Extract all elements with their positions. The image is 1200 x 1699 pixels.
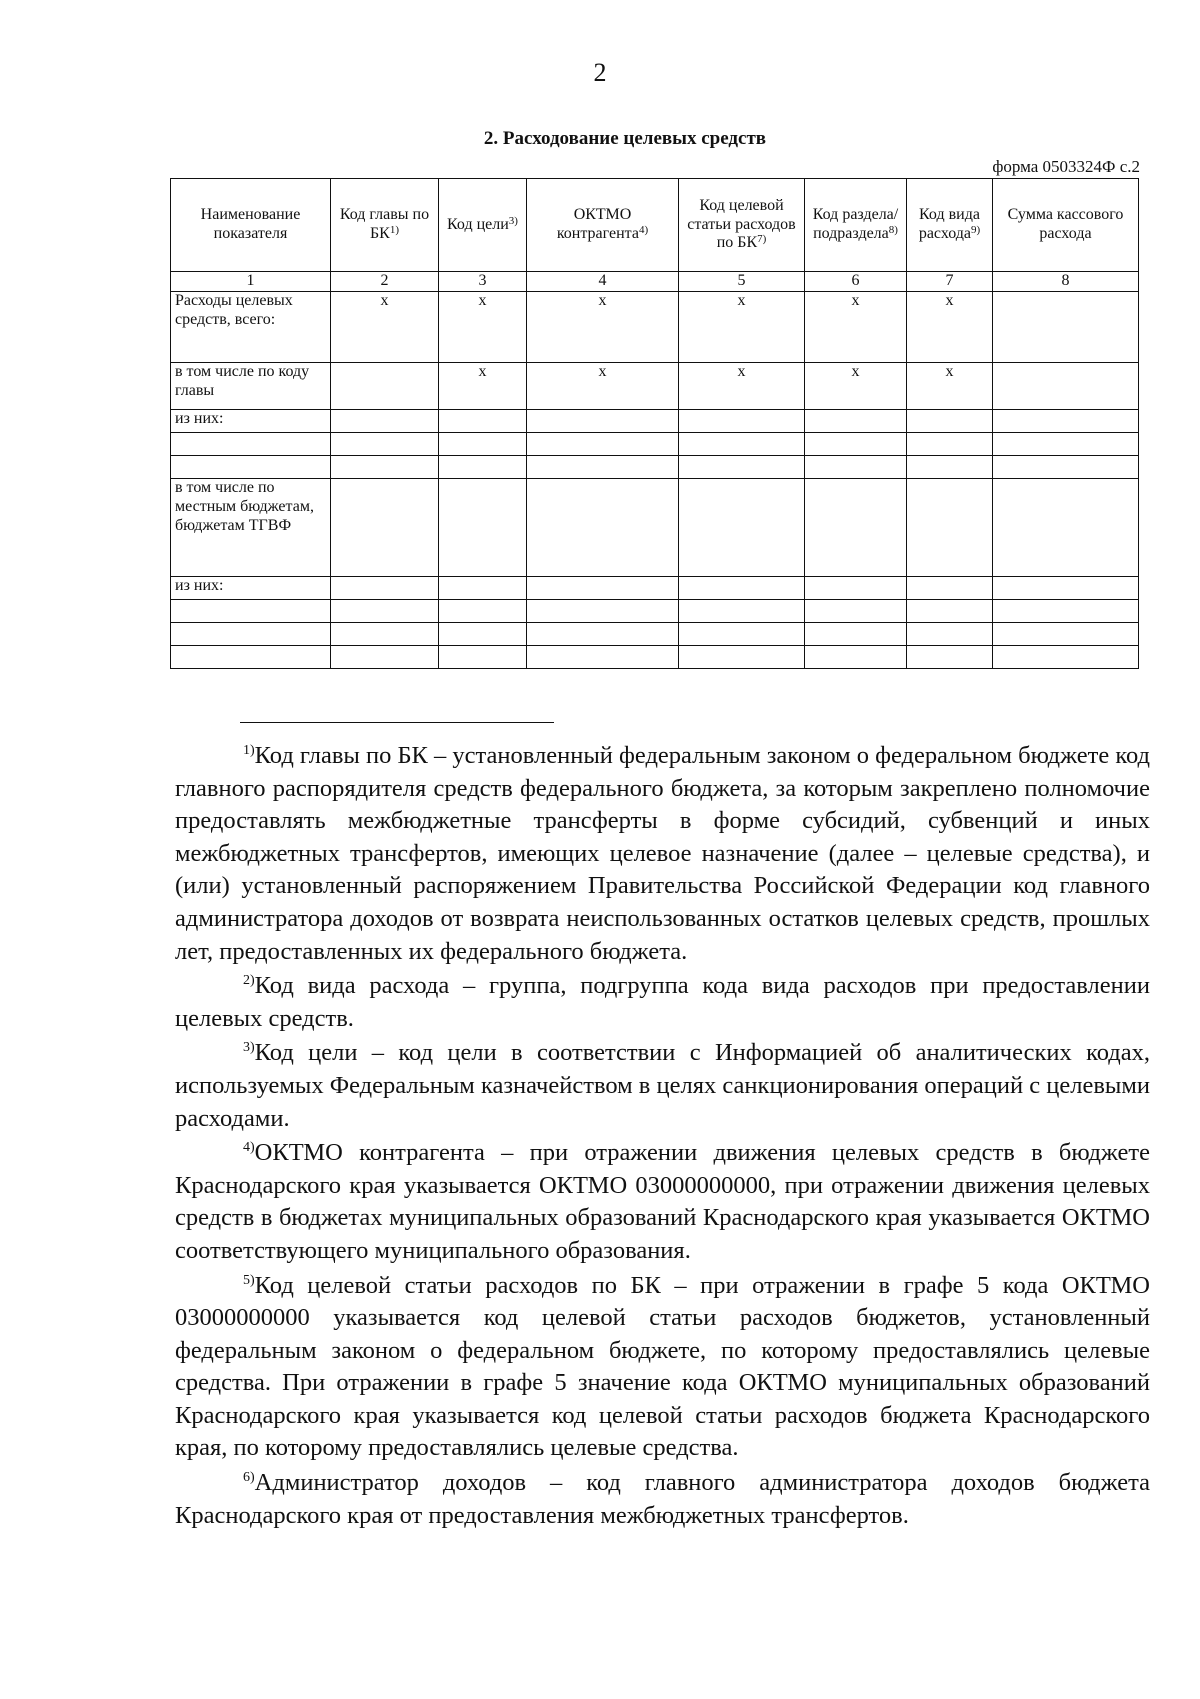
table-cell	[993, 410, 1139, 433]
table-cell	[331, 456, 439, 479]
table-cell	[907, 646, 993, 669]
table-cell	[527, 600, 679, 623]
footnote-mark: 4)	[243, 1140, 255, 1156]
table-cell: x	[805, 292, 907, 363]
table-cell	[527, 410, 679, 433]
table-row	[171, 410, 1139, 433]
column-number: 2	[331, 272, 439, 292]
table-cell	[331, 600, 439, 623]
table-cell	[993, 363, 1139, 410]
table-row	[171, 623, 1139, 646]
table-cell	[679, 646, 805, 669]
row-label: в том числе по коду главы	[171, 363, 331, 410]
row-label: в том числе по местным бюджетам, бюджетам ТГВФ	[171, 479, 331, 577]
table-cell	[527, 456, 679, 479]
table-cell	[907, 623, 993, 646]
row-label	[171, 623, 331, 646]
column-header: Код цели$^{3)}$	[439, 179, 527, 272]
table-row	[171, 433, 1139, 456]
table-cell: x	[527, 363, 679, 410]
table-cell	[527, 577, 679, 600]
table-cell	[679, 410, 805, 433]
table-cell	[439, 623, 527, 646]
table-cell	[439, 479, 527, 577]
table-cell	[907, 456, 993, 479]
column-header: Код вида расхода$^{9)}$	[907, 179, 993, 272]
footnote: $^{1)}$Код главы по БК – установленный федеральным законом о федеральном бюджете код главного распорядителя средств федерального бюджета, за которым закреплено полномочие предоставлять межбюджетные трансферты в форме субсидий, субвенций и иных межбюджетных трансфертов, имеющих целевое назначение (далее – целевые средства), и (или) установленный распоряжением Правительства Российской Федерации код главного администратора доходов от возврата неиспользованных остатков целевых средств, прошлых лет, предоставленных их федерального бюджета.	[175, 742, 1150, 965]
table-cell	[993, 292, 1139, 363]
footnote: $^{3)}$Код цели – код цели в соответствии с Информацией об аналитических кодах, используемых Федеральным казначейством в целях санкционирования операций с целевыми расходами.	[175, 1039, 1150, 1132]
table-cell	[331, 433, 439, 456]
table-row	[171, 479, 1139, 577]
table-cell	[993, 577, 1139, 600]
table-cell	[993, 646, 1139, 669]
table-cell	[439, 410, 527, 433]
footnote: $^{4)}$ОКТМО контрагента – при отражении движения целевых средств в бюджете Краснодарского края указывается ОКТМО 03000000000, при отражении движения целевых средств в бюджетах муниципальных образований Краснодарского края указывается ОКТМО соответствующего муниципального образования.	[175, 1139, 1150, 1264]
footnote-mark: 3)	[243, 1040, 255, 1056]
table-cell	[439, 577, 527, 600]
footnote-mark: 2)	[243, 973, 255, 989]
footnote-mark: 1)	[243, 743, 255, 758]
table-cell	[805, 623, 907, 646]
table-cell	[805, 577, 907, 600]
table-cell	[907, 410, 993, 433]
table-cell	[805, 600, 907, 623]
row-label	[171, 456, 331, 479]
footnote: $^{6)}$Администратор доходов – код главного администратора доходов бюджета Краснодарского края от предоставления межбюджетных трансфертов.	[175, 1469, 1150, 1529]
table-cell	[439, 646, 527, 669]
table-cell	[907, 479, 993, 577]
column-number-row	[171, 272, 1139, 292]
section-title: 2. Расходование целевых средств	[483, 128, 767, 149]
table-cell	[993, 456, 1139, 479]
table-cell	[527, 479, 679, 577]
table-cell	[805, 456, 907, 479]
table-cell	[993, 433, 1139, 456]
row-label: из них:	[171, 410, 331, 433]
column-number: 3	[439, 272, 527, 292]
table-cell: x	[805, 363, 907, 410]
header-row	[171, 179, 1139, 272]
column-number: 4	[527, 272, 679, 292]
table-cell: x	[679, 292, 805, 363]
table-cell	[993, 600, 1139, 623]
row-label: Расходы целевых средств, всего:	[171, 292, 331, 363]
column-number: 6	[805, 272, 907, 292]
row-label: из них:	[171, 577, 331, 600]
row-label	[171, 646, 331, 669]
table-row	[171, 600, 1139, 623]
form-label: форма 0503324Ф с.2	[992, 157, 1140, 176]
column-number: 1	[171, 272, 331, 292]
table-cell	[527, 623, 679, 646]
table-cell	[805, 479, 907, 577]
table-cell: x	[907, 363, 993, 410]
table-cell	[993, 623, 1139, 646]
table-cell	[805, 646, 907, 669]
table-row	[171, 456, 1139, 479]
table-cell	[805, 433, 907, 456]
table-cell	[907, 433, 993, 456]
table-row	[171, 363, 1139, 410]
footnote-mark: 5)	[243, 1272, 255, 1288]
column-number: 5	[679, 272, 805, 292]
table-cell	[993, 479, 1139, 577]
table-cell	[331, 363, 439, 410]
table-cell	[679, 577, 805, 600]
table-cell: x	[439, 363, 527, 410]
footnote-divider	[240, 722, 554, 723]
table-cell	[331, 623, 439, 646]
table-cell	[805, 410, 907, 433]
column-number: 7	[907, 272, 993, 292]
table-cell	[439, 600, 527, 623]
table-cell: x	[331, 292, 439, 363]
column-number: 8	[993, 272, 1139, 292]
table-row	[171, 646, 1139, 669]
table-cell	[527, 433, 679, 456]
table-cell	[527, 646, 679, 669]
table-cell	[679, 600, 805, 623]
footnote-mark: 6)	[243, 1470, 255, 1486]
table-cell: x	[907, 292, 993, 363]
column-header: Код целевой статьи расходов по БК$^{7)}$	[679, 179, 805, 272]
table-cell	[331, 577, 439, 600]
column-header: ОКТМО контрагента$^{4)}$	[527, 179, 679, 272]
table-cell	[907, 577, 993, 600]
column-header: Наименование показателя	[171, 179, 331, 272]
table-cell	[439, 433, 527, 456]
footnote: $^{5)}$Код целевой статьи расходов по БК – при отражении в графе 5 кода ОКТМО 03000000000 указывается код целевой статьи расходов бюджетов, установленный федеральным законом о федеральном бюджете, по которому предоставлялись целевые средства. При отражении в графе 5 значение кода ОКТМО муниципальных образований Краснодарского края указывается код целевой статьи расходов бюджета Краснодарского края, по которому предоставлялись целевые средства.	[175, 1271, 1150, 1462]
footnotes	[175, 740, 1150, 1534]
footnote: $^{2)}$Код вида расхода – группа, подгруппа кода вида расходов при предоставлении целевых средств.	[175, 972, 1150, 1032]
table-row	[171, 577, 1139, 600]
table-cell	[679, 623, 805, 646]
spending-table	[170, 178, 1139, 669]
table-row	[171, 292, 1139, 363]
table-cell	[331, 646, 439, 669]
table-cell	[679, 433, 805, 456]
table-cell	[679, 456, 805, 479]
row-label	[171, 433, 331, 456]
table-cell: x	[527, 292, 679, 363]
row-label	[171, 600, 331, 623]
table-cell	[907, 600, 993, 623]
table-cell	[331, 479, 439, 577]
table-cell	[679, 479, 805, 577]
table-cell: x	[439, 292, 527, 363]
table-cell: x	[679, 363, 805, 410]
column-header: Сумма кассового расхода	[993, 179, 1139, 272]
column-header: Код раздела/ подраздела$^{8)}$	[805, 179, 907, 272]
table-cell	[331, 410, 439, 433]
column-header: Код главы по БК$^{1)}$	[331, 179, 439, 272]
table-cell	[439, 456, 527, 479]
page-number: 2	[593, 58, 607, 87]
